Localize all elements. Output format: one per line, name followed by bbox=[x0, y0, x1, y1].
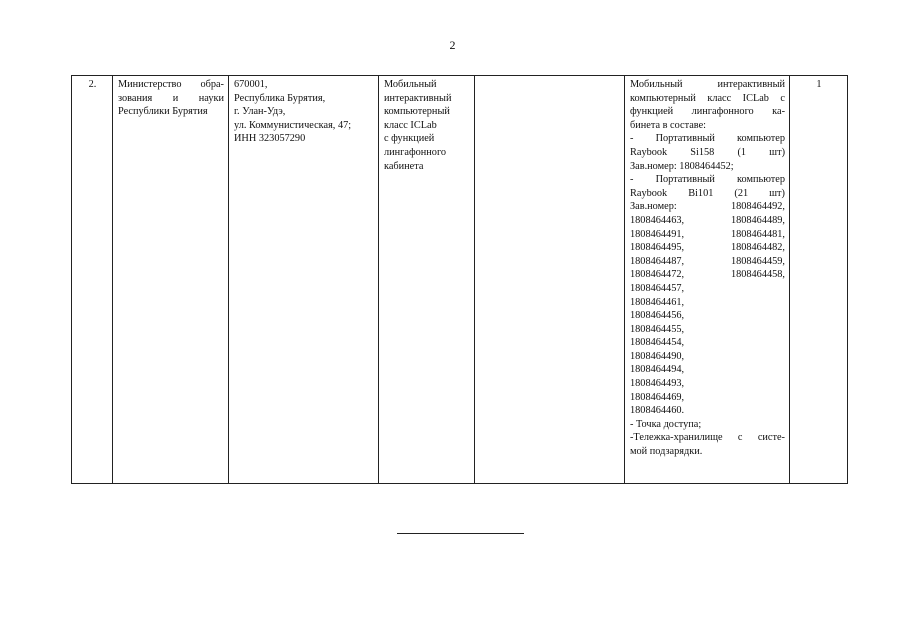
empty-cell bbox=[475, 76, 625, 484]
address-cell bbox=[229, 76, 379, 484]
item-name-line: интерактивный bbox=[384, 92, 452, 104]
serial-number: 1808464456, bbox=[630, 310, 685, 322]
organization-cell bbox=[113, 76, 229, 484]
address-line: ул. Коммунистическая, 47; bbox=[234, 119, 352, 131]
serial-number: 1808464455, bbox=[630, 323, 685, 335]
address-line: 670001, bbox=[234, 79, 268, 90]
organization-line: Республики Бурятия bbox=[118, 106, 208, 118]
serial-number: 1808464482, bbox=[730, 242, 785, 254]
description-line: компьютерный класс ICLab с bbox=[630, 92, 785, 104]
item-name-line: кабинета bbox=[384, 160, 424, 172]
description-cell bbox=[625, 76, 790, 484]
item-name-cell bbox=[379, 76, 475, 484]
address-line: Республика Бурятия, bbox=[234, 92, 326, 104]
serial-number: 1808464458, bbox=[730, 269, 785, 281]
equipment-table bbox=[71, 75, 848, 484]
table-row bbox=[72, 76, 848, 484]
description-line: Raybook Si158 (1 шт) bbox=[630, 146, 785, 158]
row-number-cell bbox=[72, 76, 113, 484]
description-line: Raybook Bi101 (21 шт) bbox=[630, 187, 785, 199]
description-line: мой подзарядки. bbox=[630, 446, 703, 458]
serial-number: 1808464454, bbox=[630, 337, 685, 349]
serial-number: 1808464492, bbox=[730, 201, 785, 213]
quantity-cell bbox=[790, 76, 848, 484]
description-line: -Тележка-хранилище с систе- bbox=[630, 432, 785, 444]
item-name-line: с функцией bbox=[384, 133, 435, 145]
serial-number: 1808464494, bbox=[630, 364, 685, 376]
serial-number: 1808464463, bbox=[630, 214, 685, 226]
address-line: ИНН 323057290 bbox=[234, 133, 306, 145]
serial-number: 1808464457, bbox=[630, 282, 685, 294]
description-line: бинета в составе: bbox=[630, 119, 707, 131]
description-line: Мобильный интерактивный bbox=[630, 79, 785, 90]
item-name-line: лингафонного bbox=[384, 146, 447, 158]
serial-number-grid bbox=[630, 200, 785, 282]
serial-number: 1808464459, bbox=[730, 255, 785, 267]
serial-number: 1808464461, bbox=[630, 296, 685, 308]
organization-line: зования и науки bbox=[118, 92, 224, 104]
serial-number: 1808464491, bbox=[630, 228, 685, 240]
serial-number: 1808464489, bbox=[730, 214, 785, 226]
serial-number: Зав.номер: bbox=[630, 201, 677, 213]
item-name-line: компьютерный bbox=[384, 106, 450, 118]
serial-number: 1808464469, bbox=[630, 391, 685, 403]
serial-number: 1808464472, bbox=[630, 269, 685, 281]
serial-number: 1808464493, bbox=[630, 378, 685, 390]
description-line: - Портативный компьютер bbox=[630, 174, 785, 186]
row-number: 2. bbox=[88, 79, 97, 90]
description-line: - Точка доступа; bbox=[630, 418, 702, 430]
item-name-line: Мобильный bbox=[384, 79, 437, 90]
quantity-value: 1 bbox=[816, 79, 822, 90]
description-line: функцией лингафонного ка- bbox=[630, 106, 785, 118]
address-line: г. Улан-Удэ, bbox=[234, 106, 286, 118]
serial-number: 1808464481, bbox=[730, 228, 785, 240]
serial-number: 1808464490, bbox=[630, 350, 685, 362]
serial-number: 1808464495, bbox=[630, 242, 685, 254]
serial-number: 1808464487, bbox=[630, 255, 685, 267]
description-line: - Портативный компьютер bbox=[630, 133, 785, 145]
item-name-line: класс ICLab bbox=[384, 119, 437, 131]
description-line: Зав.номер: 1808464452; bbox=[630, 160, 734, 172]
page-number: 2 bbox=[449, 38, 456, 52]
organization-line: Министерство обра- bbox=[118, 79, 224, 90]
footer-divider-line bbox=[397, 533, 524, 534]
serial-number: 1808464460. bbox=[630, 405, 685, 417]
